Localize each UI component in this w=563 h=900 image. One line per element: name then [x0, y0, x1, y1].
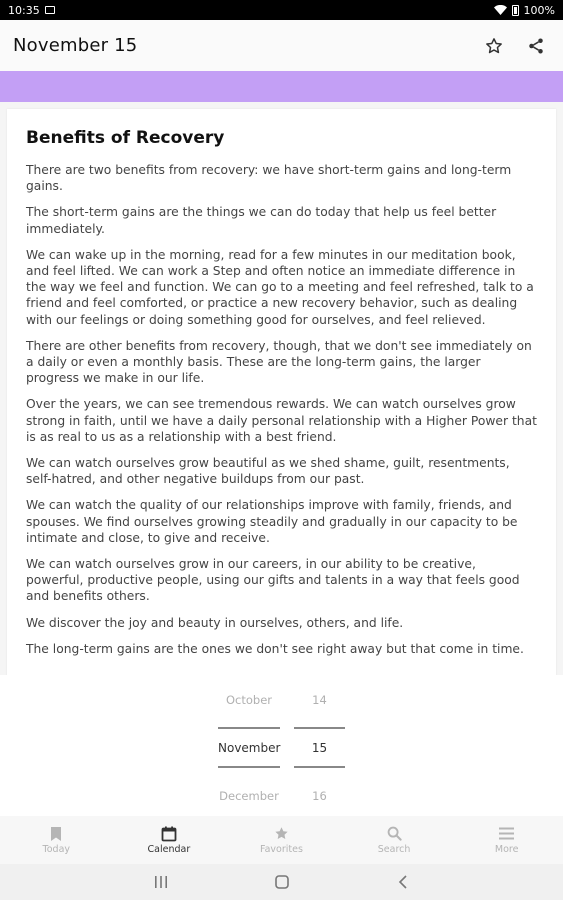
reading-card [7, 109, 556, 675]
system-nav-bar [0, 864, 563, 900]
article-paragraph: There are other benefits from recovery, though, that we don't see immediately on a daily or even a monthly basis. These are the long-term gains, the larger progress we make in our life. [26, 338, 532, 386]
home-button[interactable] [273, 873, 291, 891]
back-icon [398, 875, 408, 889]
accent-band [0, 71, 563, 102]
bottom-nav [0, 816, 563, 864]
page-title: November 15 [13, 35, 138, 56]
nav-calendar[interactable] [113, 816, 226, 864]
share-icon [527, 37, 545, 55]
notification-icon [45, 6, 55, 14]
article-paragraph: We discover the joy and beauty in ourselves, others, and life. [26, 615, 404, 630]
day-selected[interactable]: 15 [311, 741, 328, 755]
content-area[interactable] [0, 102, 563, 675]
month-wheel[interactable] [218, 675, 280, 816]
picker-divider [294, 766, 345, 768]
battery-level: 100% [523, 3, 555, 17]
month-prev[interactable]: October [225, 693, 273, 707]
recents-button[interactable] [152, 873, 170, 891]
day-wheel[interactable] [294, 675, 345, 816]
picker-divider [218, 727, 280, 729]
wifi-icon [494, 5, 507, 15]
home-icon [275, 875, 289, 889]
back-button[interactable] [394, 873, 412, 891]
article-paragraph: There are two benefits from recovery: we have short-term gains and long-term gains. [26, 163, 512, 194]
nav-label: Favorites [260, 843, 303, 855]
nav-today[interactable] [0, 816, 113, 864]
article-paragraph: We can watch ourselves grow in our careers, in our ability to be creative, powerful, productive people, using our gifts and talents in a way that feels good and benefits others. [26, 557, 520, 604]
nav-label: Calendar [147, 843, 191, 855]
recents-icon [154, 876, 168, 888]
share-button[interactable] [526, 36, 546, 56]
article-paragraph: We can watch the quality of our relationships improve with family, friends, and spouses. We find ourselves growing steadily and gradually in our capacity to be intimate and close, to give and receive. [26, 498, 518, 545]
article-title: Benefits of Recovery [26, 128, 225, 148]
nav-favorites[interactable] [225, 816, 338, 864]
nav-label: Search [377, 843, 411, 855]
month-next[interactable]: December [219, 789, 279, 803]
app-bar [0, 20, 563, 71]
calendar-icon [161, 826, 177, 842]
favorite-button[interactable] [484, 36, 504, 56]
article-paragraph: We can watch ourselves grow beautiful as we shed shame, guilt, resentments, self-hatred, and other negative buildups from our past. [26, 456, 510, 487]
menu-icon [499, 826, 515, 842]
search-icon [386, 826, 402, 842]
article-paragraph: We can wake up in the morning, read for a few minutes in our meditation book, and feel lifted. We can work a Step and often notice an immediate difference in the way we feel and function. We can go to a meeting and feel refreshed, talk to a friend and feel comforted, or practice a new recovery behavior, such as dealing with our feelings or doing something good for ourselves, and feel relieved. [26, 247, 534, 327]
day-prev[interactable]: 14 [312, 693, 327, 707]
month-selected[interactable]: November [218, 741, 281, 755]
article-paragraph: The long-term gains are the ones we don't see right away but that come in time. [26, 641, 524, 656]
day-next[interactable]: 16 [312, 789, 327, 803]
article-paragraph: Over the years, we can see tremendous rewards. We can watch ourselves grow strong in faith, until we have a daily personal relationship with a Higher Power that is as real to us as a relationship with a best friend. [26, 397, 537, 444]
battery-icon [512, 5, 519, 16]
picker-divider [218, 766, 280, 768]
nav-label: Today [42, 843, 71, 855]
article-paragraph: The short-term gains are the things we can do today that help us feel better immediately. [26, 205, 497, 236]
star-icon [273, 826, 289, 842]
nav-label: More [494, 843, 519, 855]
bookmark-icon [48, 826, 64, 842]
status-time: 10:35 [8, 3, 40, 17]
date-picker [0, 675, 563, 816]
status-bar [0, 0, 563, 20]
star-outline-icon [485, 37, 503, 55]
nav-more[interactable] [450, 816, 563, 864]
nav-search[interactable] [338, 816, 451, 864]
picker-divider [294, 727, 345, 729]
